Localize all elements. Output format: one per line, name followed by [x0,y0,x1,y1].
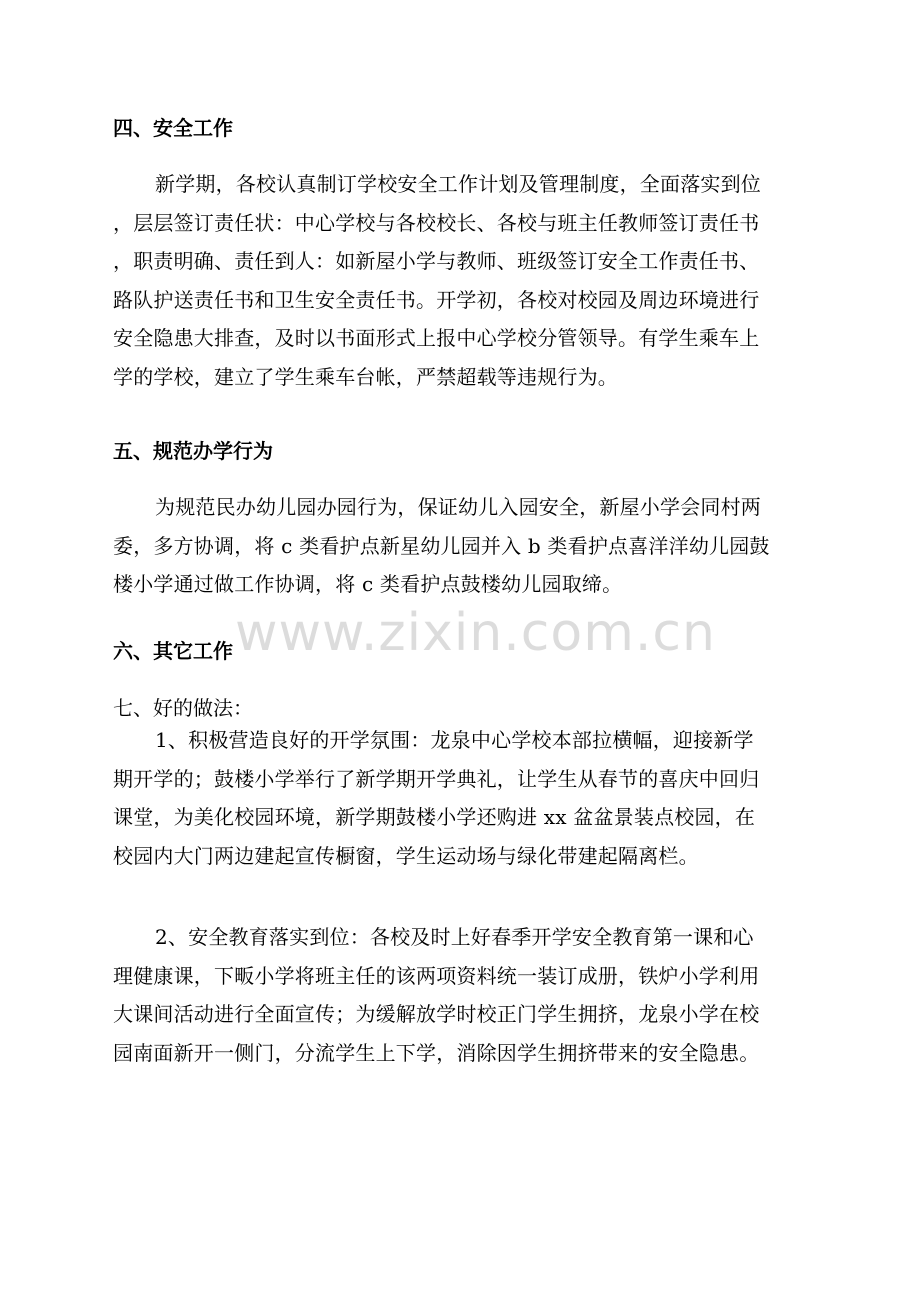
paragraph-line: 新学期，各校认真制订学校安全工作计划及管理制度，全面落实到位 [155,172,761,196]
paragraph-line: 学的学校，建立了学生乘车台帐，严禁超载等违规行为。 [113,364,618,389]
paragraph-line: 2、安全教育落实到位：各校及时上好春季开学安全教育第一课和心 [155,925,754,949]
paragraph-line: ，层层签订责任状：中心学校与各校校长、各校与班主任教师签订责任书 [113,210,760,235]
paragraph-line: 课堂，为美化校园环境，新学期鼓楼小学还购进 xx 盆盆景装点校园，在 [113,805,756,829]
paragraph-line: 楼小学通过做工作协调，将 c 类看护点鼓楼幼儿园取缔。 [113,572,623,596]
section-7-item-1 [113,721,813,875]
paragraph-line: 为规范民办幼儿园办园行为，保证幼儿入园安全，新屋小学会同村两 [155,495,761,519]
section-6-heading: 六、其它工作 [113,639,233,663]
section-4-paragraph [113,165,813,396]
section-5-paragraph [113,488,813,604]
paragraph-line: 安全隐患大排查，及时以书面形式上报中心学校分管领导。有学生乘车上 [113,326,760,350]
section-7-item-2 [113,918,813,1072]
paragraph-line: 委，多方协调，将 c 类看护点新星幼儿园并入 b 类看护点喜洋洋幼儿园鼓 [113,533,770,558]
section-4-heading: 四、安全工作 [113,116,233,140]
paragraph-line: 1、积极营造良好的开学氛围：龙泉中心学校本部拉横幅，迎接新学 [155,728,754,752]
paragraph-line: 大课间活动进行全面宣传；为缓解放学时校正门学生拥挤，龙泉小学在校 [113,1002,760,1026]
paragraph-line: 园南面新开一侧门，分流学生上下学，消除因学生拥挤带来的安全隐患。 [113,1040,760,1065]
paragraph-line: 校园内大门两边建起宣传橱窗，学生运动场与绿化带建起隔离栏。 [113,843,699,868]
paragraph-line: 路队护送责任书和卫生安全责任书。开学初，各校对校园及周边环境进行 [113,287,760,312]
watermark-text: www.zixin.com.cn [235,603,716,663]
section-5-heading: 五、规范办学行为 [113,439,273,463]
section-7-heading: 七、好的做法： [113,696,253,720]
paragraph-line: 理健康课，下畈小学将班主任的该两项资料统一装订成册，铁炉小学利用 [113,963,760,988]
paragraph-line: 期开学的；鼓楼小学举行了新学期开学典礼，让学生从春节的喜庆中回归 [113,766,760,791]
paragraph-line: ，职责明确、责任到人：如新屋小学与教师、班级签订安全工作责任书、 [113,249,760,273]
